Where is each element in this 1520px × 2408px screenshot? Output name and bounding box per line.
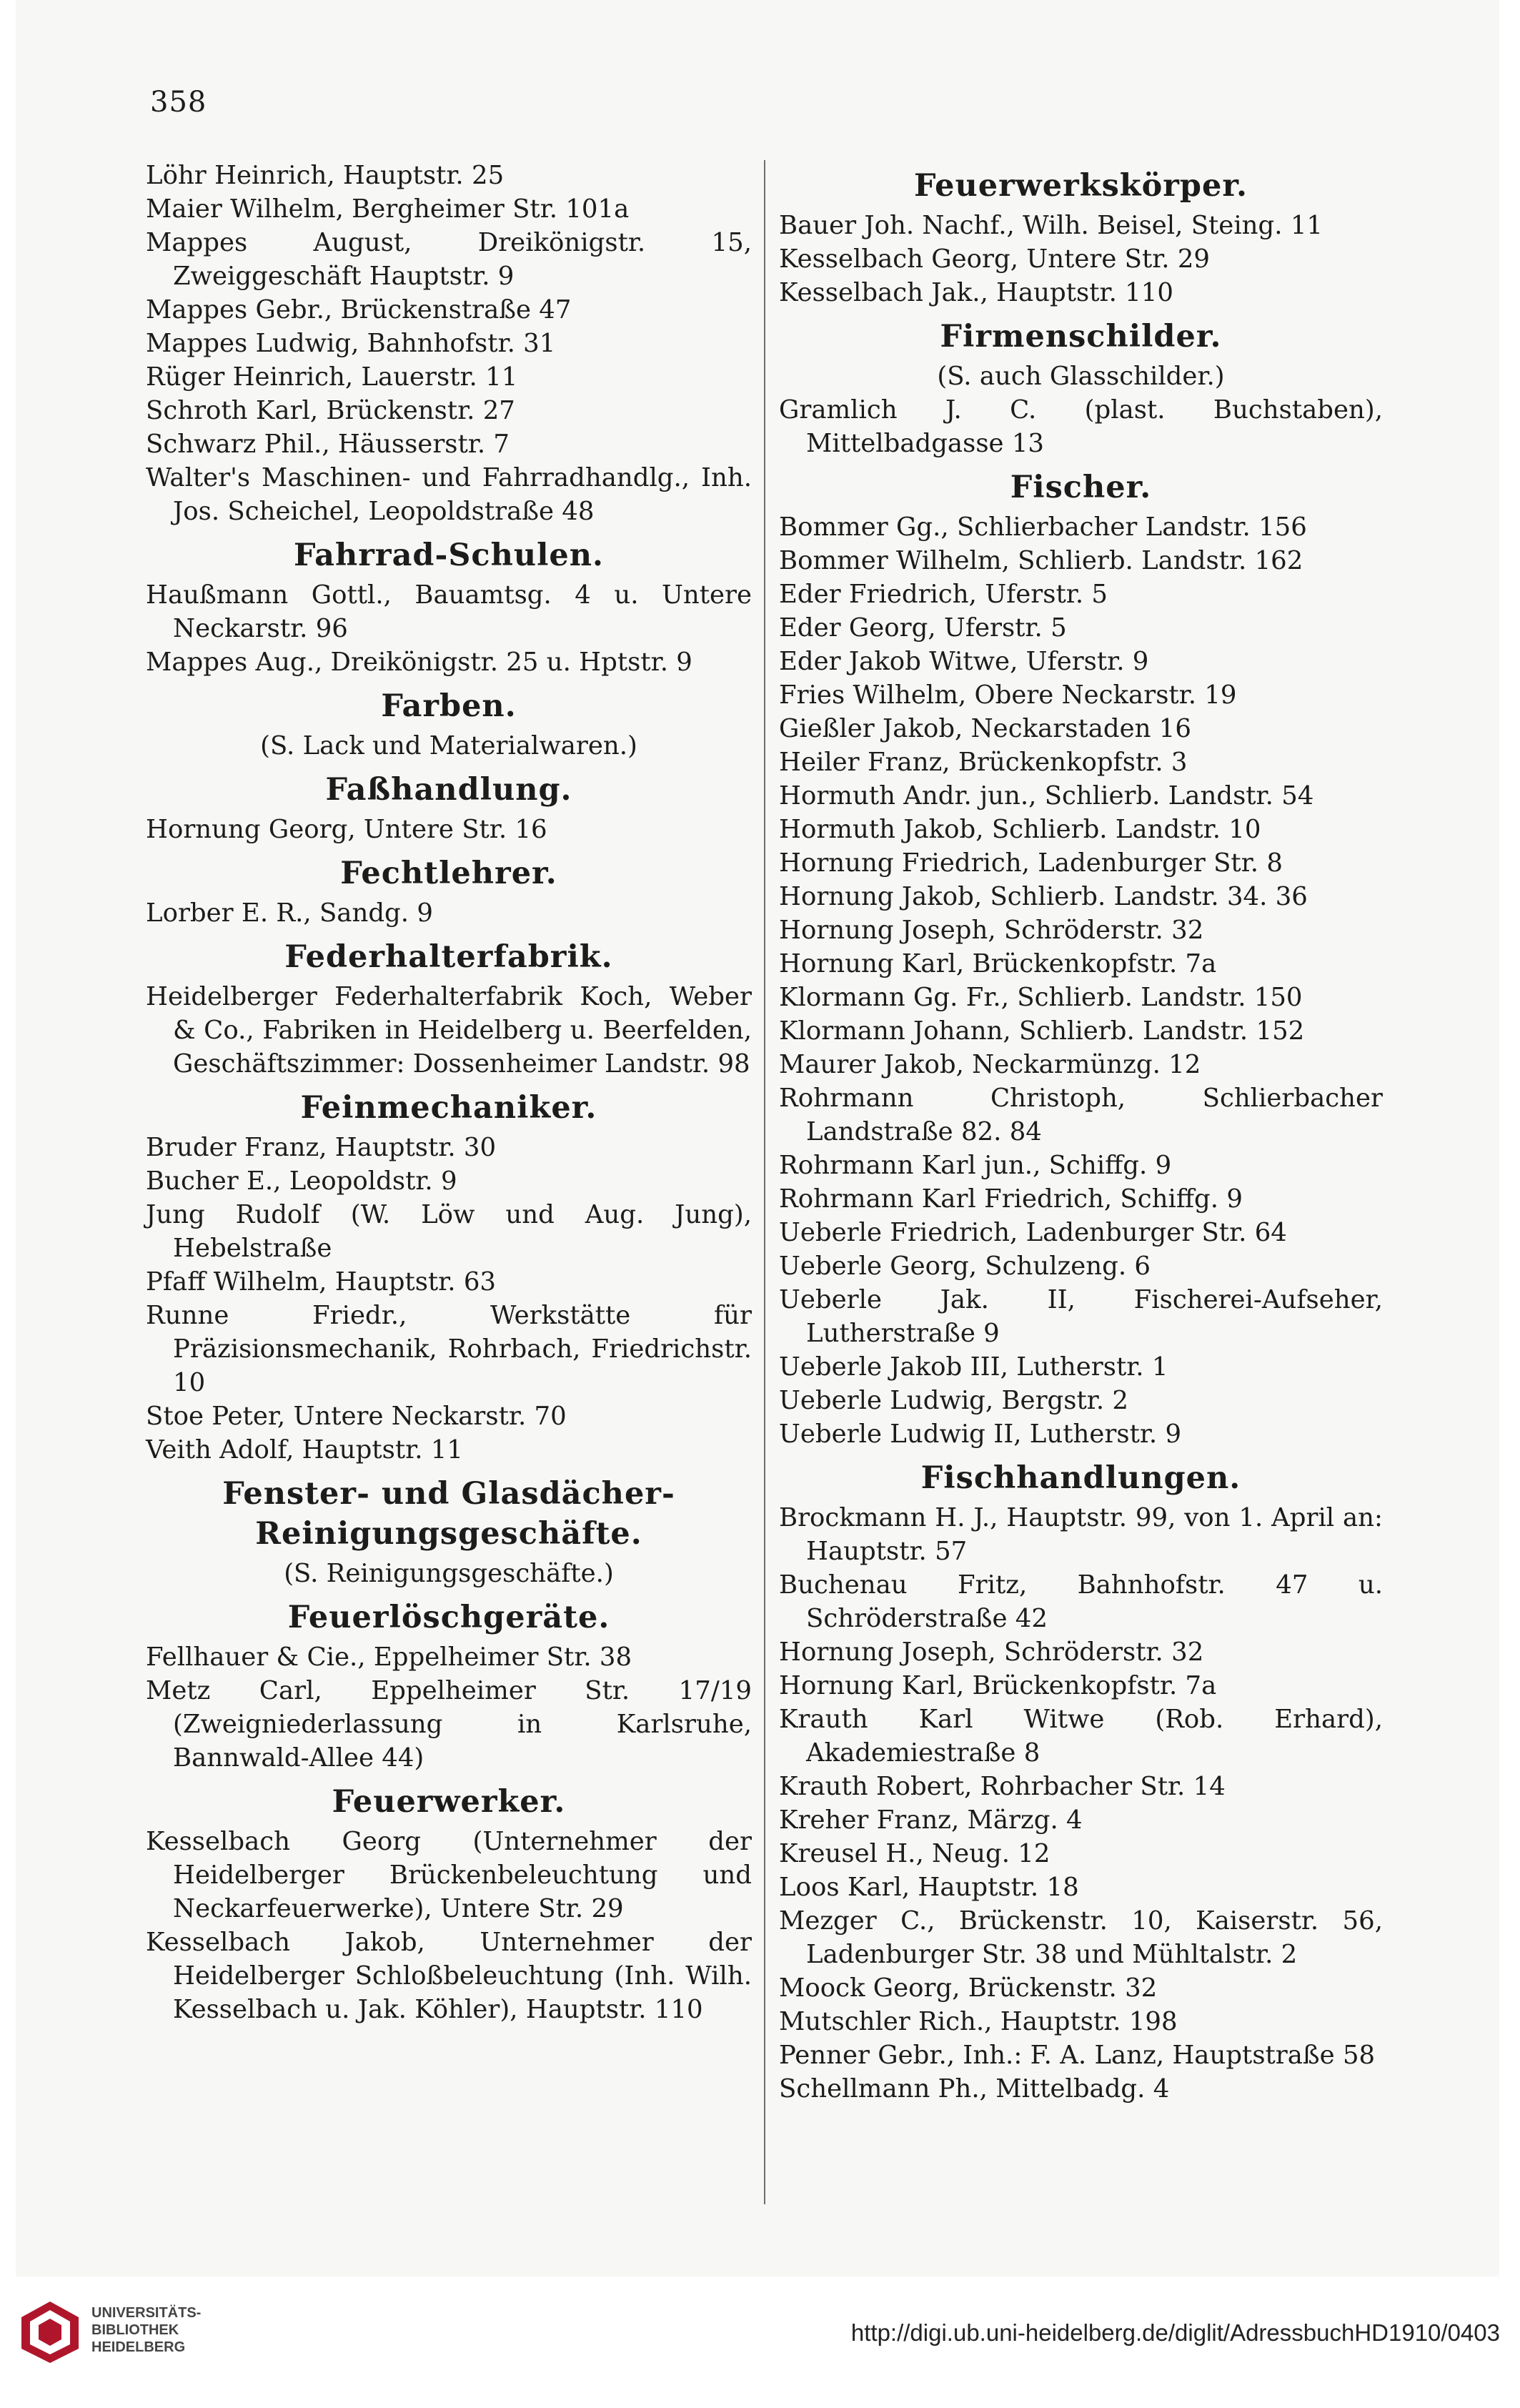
directory-entry: Walter's Maschinen- und Fahrradhandlg., Inh. Jos. Scheichel, Leopoldstraße 48 xyxy=(146,463,752,526)
directory-entry: Gramlich J. C. (plast. Buchstaben), Mittelbadgasse 13 xyxy=(779,395,1383,458)
source-url-link[interactable]: http://digi.ub.uni-heidelberg.de/diglit/AdressbuchHD1910/0403 xyxy=(850,2319,1500,2346)
page-number: 358 xyxy=(150,86,207,119)
directory-entry: Kesselbach Jakob, Unternehmer der Heidelberger Schloßbeleuchtung (Inh. Wilh. Kesselbach u. Jak. Köhler), Hauptstr. 110 xyxy=(146,1928,752,2024)
directory-entry: Maurer Jakob, Neckarmünzg. 12 xyxy=(779,1050,1201,1079)
directory-entry: Ueberle Ludwig, Bergstr. 2 xyxy=(779,1386,1128,1415)
section-heading: Fenster- und Glasdächer-Reinigungsgeschäfte. xyxy=(222,1476,675,1552)
directory-entry: Klormann Johann, Schlierb. Landstr. 152 xyxy=(779,1016,1305,1046)
directory-entry: Rüger Heinrich, Lauerstr. 11 xyxy=(146,362,518,392)
directory-entry: Bauer Joh. Nachf., Wilh. Beisel, Steing. 11 xyxy=(779,211,1323,240)
directory-entry: Heiler Franz, Brückenkopfstr. 3 xyxy=(779,748,1188,777)
directory-entry: Löhr Heinrich, Hauptstr. 25 xyxy=(146,161,505,190)
directory-entry: Hornung Joseph, Schröderstr. 32 xyxy=(779,1637,1204,1667)
section-heading: Firmenschilder. xyxy=(940,319,1222,355)
directory-entry: Stoe Peter, Untere Neckarstr. 70 xyxy=(146,1402,567,1431)
section-heading: Fahrrad-Schulen. xyxy=(293,537,605,573)
directory-entry: Kreher Franz, Märzg. 4 xyxy=(779,1805,1083,1835)
directory-entry: Bucher E., Leopoldstr. 9 xyxy=(146,1166,457,1196)
directory-entry: Loos Karl, Hauptstr. 18 xyxy=(779,1873,1079,1902)
library-name-line: BIBLIOTHEK xyxy=(91,2322,179,2338)
directory-entry: Heidelberger Federhalterfabrik Koch, Weber & Co., Fabriken in Heidelberg u. Beerfelden, Geschäftszimmer: Dossenheimer Landstr. 98 xyxy=(146,982,752,1079)
directory-entry: Fellhauer & Cie., Eppelheimer Str. 38 xyxy=(146,1643,632,1672)
directory-entry: Ueberle Ludwig II, Lutherstr. 9 xyxy=(779,1419,1182,1449)
directory-entry: Ueberle Jak. II, Fischerei-Aufseher, Lutherstraße 9 xyxy=(779,1285,1383,1348)
directory-entry: Moock Georg, Brückenstr. 32 xyxy=(779,1973,1158,2003)
directory-entry: Ueberle Friedrich, Ladenburger Str. 64 xyxy=(779,1218,1287,1247)
directory-entry: Schwarz Phil., Häusserstr. 7 xyxy=(146,430,510,459)
directory-entry: Kesselbach Jak., Hauptstr. 110 xyxy=(779,278,1173,307)
directory-entry: Hornung Joseph, Schröderstr. 32 xyxy=(779,916,1204,945)
directory-entry: Metz Carl, Eppelheimer Str. 17/19 (Zweigniederlassung in Karlsruhe, Bannwald-Allee 44) xyxy=(146,1676,752,1773)
directory-entry: Mappes Gebr., Brückenstraße 47 xyxy=(146,295,572,324)
directory-entry: Rohrmann Christoph, Schlierbacher Landstraße 82. 84 xyxy=(779,1084,1383,1146)
section-heading: Feinmechaniker. xyxy=(300,1090,597,1126)
directory-entry: Hormuth Andr. jun., Schlierb. Landstr. 54 xyxy=(779,781,1314,811)
directory-entry: Rohrmann Karl Friedrich, Schiffg. 9 xyxy=(779,1184,1243,1214)
section-heading: Farben. xyxy=(381,688,517,724)
directory-entry: Buchenau Fritz, Bahnhofstr. 47 u. Schröderstraße 42 xyxy=(779,1570,1383,1633)
section-heading: Fischhandlungen. xyxy=(920,1460,1241,1496)
directory-entry: Mappes Ludwig, Bahnhofstr. 31 xyxy=(146,329,556,358)
directory-entry: Fries Wilhelm, Obere Neckarstr. 19 xyxy=(779,680,1237,710)
directory-entry: Kesselbach Georg, Untere Str. 29 xyxy=(779,244,1211,274)
directory-entry: Schroth Karl, Brückenstr. 27 xyxy=(146,396,515,425)
cross-reference-note: (S. auch Glasschilder.) xyxy=(937,362,1225,391)
library-name xyxy=(91,2304,201,2356)
directory-entry: Krauth Karl Witwe (Rob. Erhard), Akademiestraße 8 xyxy=(779,1705,1383,1768)
directory-entry: Veith Adolf, Hauptstr. 11 xyxy=(146,1435,463,1465)
directory-entry: Runne Friedr., Werkstätte für Präzisionsmechanik, Rohrbach, Friedrichstr. 10 xyxy=(146,1301,752,1397)
directory-entry: Mezger C., Brückenstr. 10, Kaiserstr. 56, Ladenburger Str. 38 und Mühltalstr. 2 xyxy=(779,1906,1383,1969)
directory-entry: Rohrmann Karl jun., Schiffg. 9 xyxy=(779,1151,1172,1180)
directory-entry: Bruder Franz, Hauptstr. 30 xyxy=(146,1133,497,1162)
right-column xyxy=(779,159,1383,2106)
directory-entry: Penner Gebr., Inh.: F. A. Lanz, Hauptstraße 58 xyxy=(779,2041,1376,2070)
directory-entry: Mutschler Rich., Hauptstr. 198 xyxy=(779,2007,1178,2036)
directory-entry: Pfaff Wilhelm, Hauptstr. 63 xyxy=(146,1267,496,1297)
directory-entry: Hormuth Jakob, Schlierb. Landstr. 10 xyxy=(779,815,1261,844)
directory-entry: Ueberle Georg, Schulzeng. 6 xyxy=(779,1252,1151,1281)
directory-entry: Ueberle Jakob III, Lutherstr. 1 xyxy=(779,1352,1168,1382)
directory-entry: Kreusel H., Neug. 12 xyxy=(779,1839,1050,1868)
directory-entry: Klormann Gg. Fr., Schlierb. Landstr. 150 xyxy=(779,983,1303,1012)
directory-entry: Eder Jakob Witwe, Uferstr. 9 xyxy=(779,647,1149,676)
library-name-line: HEIDELBERG xyxy=(91,2339,186,2355)
left-column xyxy=(146,159,752,2026)
section-heading: Faßhandlung. xyxy=(325,772,572,808)
library-name-line: UNIVERSITÄTS- xyxy=(91,2305,202,2321)
directory-entry: Maier Wilhelm, Bergheimer Str. 101a xyxy=(146,194,630,224)
directory-entry: Schellmann Ph., Mittelbadg. 4 xyxy=(779,2074,1170,2104)
directory-entry: Lorber E. R., Sandg. 9 xyxy=(146,898,433,928)
directory-entry: Brockmann H. J., Hauptstr. 99, von 1. April an: Hauptstr. 57 xyxy=(779,1503,1383,1566)
directory-entry: Hornung Jakob, Schlierb. Landstr. 34. 36 xyxy=(779,882,1308,911)
directory-entry: Mappes Aug., Dreikönigstr. 25 u. Hptstr. 9 xyxy=(146,648,692,677)
directory-entry: Hornung Georg, Untere Str. 16 xyxy=(146,815,547,844)
cross-reference-note: (S. Reinigungsgeschäfte.) xyxy=(284,1559,614,1588)
directory-entry: Hornung Karl, Brückenkopfstr. 7a xyxy=(779,949,1217,978)
cross-reference-note: (S. Lack und Materialwaren.) xyxy=(260,731,637,760)
directory-entry: Mappes August, Dreikönigstr. 15, Zweiggeschäft Hauptstr. 9 xyxy=(146,228,752,291)
section-heading: Feuerwerker. xyxy=(332,1784,566,1820)
university-library-logo-icon xyxy=(17,2299,83,2364)
section-heading: Fischer. xyxy=(1010,470,1152,505)
column-divider xyxy=(764,160,765,2204)
directory-entry: Gießler Jakob, Neckarstaden 16 xyxy=(779,714,1191,743)
directory-entry: Jung Rudolf (W. Löw und Aug. Jung), Hebelstraße xyxy=(146,1200,752,1263)
directory-entry: Eder Friedrich, Uferstr. 5 xyxy=(779,580,1108,609)
directory-entry: Krauth Robert, Rohrbacher Str. 14 xyxy=(779,1772,1226,1801)
section-heading: Feuerlöschgeräte. xyxy=(287,1600,610,1635)
section-heading: Feuerwerkskörper. xyxy=(913,168,1248,204)
directory-entry: Haußmann Gottl., Bauamtsg. 4 u. Untere Neckarstr. 96 xyxy=(146,580,752,643)
section-heading: Fechtlehrer. xyxy=(340,856,557,891)
directory-entry: Bommer Wilhelm, Schlierb. Landstr. 162 xyxy=(779,546,1303,575)
directory-entry: Hornung Friedrich, Ladenburger Str. 8 xyxy=(779,848,1283,878)
directory-entry: Bommer Gg., Schlierbacher Landstr. 156 xyxy=(779,512,1307,542)
directory-entry: Eder Georg, Uferstr. 5 xyxy=(779,613,1067,643)
directory-entry: Kesselbach Georg (Unternehmer der Heidelberger Brückenbeleuchtung und Neckarfeuerwerke), Untere Str. 29 xyxy=(146,1827,752,1923)
directory-entry: Hornung Karl, Brückenkopfstr. 7a xyxy=(779,1671,1217,1700)
section-heading: Federhalterfabrik. xyxy=(284,939,613,975)
